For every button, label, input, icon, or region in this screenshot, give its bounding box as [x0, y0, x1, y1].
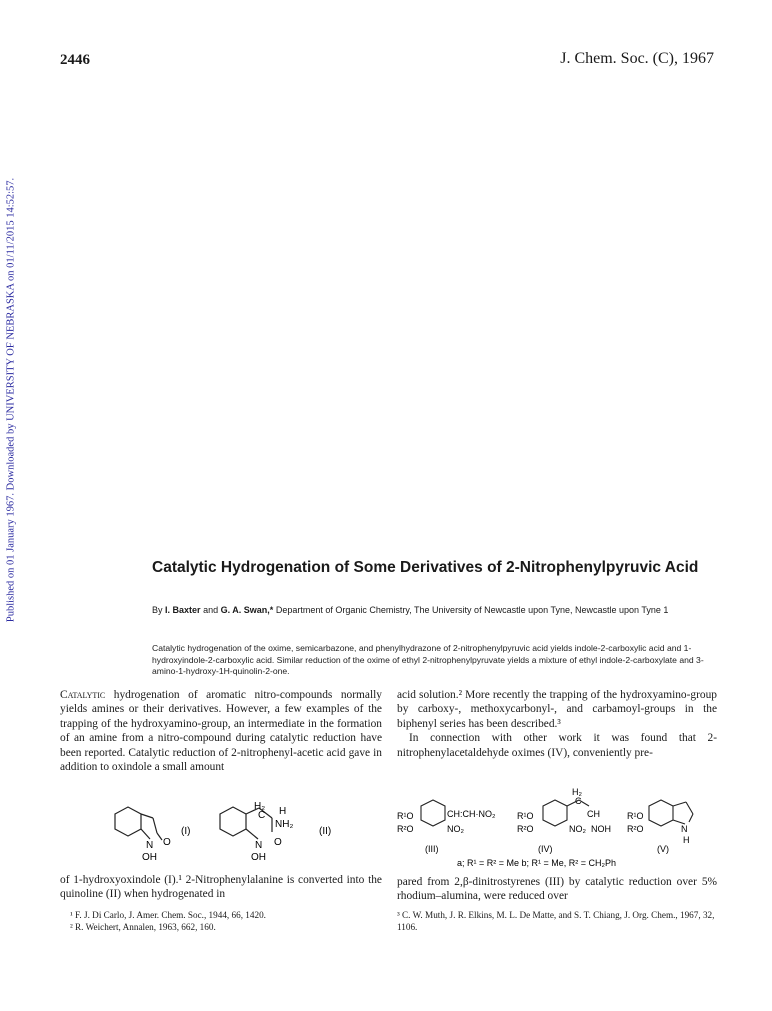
r1o-IV: R¹O [517, 811, 534, 821]
c-IV: C [575, 796, 582, 806]
no2-III: NO₂ [447, 824, 464, 834]
structure-III [421, 800, 445, 826]
structures-iii-v [395, 786, 725, 872]
h2-IV: H₂ [572, 787, 582, 797]
structures-i-ii [95, 800, 395, 866]
and-label: and [203, 605, 219, 615]
r2o-V: R²O [627, 824, 644, 834]
carbonyl-o: O [163, 837, 171, 848]
n-atom: N [146, 840, 154, 851]
footnote-2: ² R. Weichert, Annalen, 1963, 662, 160. [70, 921, 216, 932]
label-III: (III) [425, 844, 439, 854]
chchno2: CH:CH·NO₂ [447, 809, 496, 819]
left-column-top [60, 688, 382, 774]
right-column-top [397, 688, 717, 760]
left-column-bottom [60, 873, 382, 902]
h-V: H [683, 835, 690, 845]
journal-citation: J. Chem. Soc. (C), 1967 [560, 50, 714, 67]
right-paragraph-2: In connection with other work it was found that 2-nitrophenylacetaldehyde oximes (IV), conveniently pre- [397, 732, 717, 759]
author-swan: G. A. Swan,* [220, 605, 274, 615]
r1o-III: R¹O [397, 811, 414, 821]
carbonyl-o-II: O [274, 837, 282, 848]
structure-I [115, 807, 162, 840]
r1o-V: R¹O [627, 811, 644, 821]
label-I: (I) [181, 826, 191, 837]
nh2-group: NH₂ [275, 819, 294, 830]
r2o-IV: R²O [517, 824, 534, 834]
affiliation: Department of Organic Chemistry, The University of Newcastle upon Tyne, Newcastle upon Tyne 1 [275, 605, 669, 615]
right-column-bottom [397, 875, 717, 904]
c-atom: C [258, 810, 266, 821]
footnote-3: ³ C. W. Muth, J. R. Elkins, M. L. De Matte, and S. T. Chiang, J. Org. Chem., 1967, 32, 1106. [397, 910, 715, 932]
n-atom-II: N [255, 840, 263, 851]
r2o-III: R²O [397, 824, 414, 834]
label-II: (II) [319, 826, 332, 837]
footnotes-right [397, 910, 717, 933]
structure-IV [543, 800, 589, 826]
oh-group: OH [142, 852, 157, 863]
download-notice-text[interactable]: Published on 01 January 1967. Downloaded by UNIVERSITY OF NEBRASKA on 01/11/2015 14:52:57. [5, 177, 17, 623]
structure-V [649, 800, 693, 826]
h-label: H [279, 806, 287, 817]
oh-group-II: OH [251, 852, 266, 863]
by-label: By [152, 605, 163, 615]
label-IV: (IV) [538, 844, 553, 854]
download-notice [2, 0, 20, 1011]
right-paragraph-1: acid solution.² More recently the trapping of the hydroxyamino-group by carboxy-, methoxycarbonyl-, and carbamoyl-groups in the biphenyl series has been described.³ [397, 689, 717, 730]
left-paragraph-2: of 1-hydroxyoxindole (I).¹ 2-Nitrophenylalanine is converted into the quinoline (II) when hydrogenated in [60, 874, 382, 901]
substituent-caption: a; R¹ = R² = Me b; R¹ = Me, R² = CH₂Ph [457, 858, 617, 868]
article-title: Catalytic Hydrogenation of Some Derivatives of 2-Nitrophenylpyruvic Acid [152, 559, 699, 576]
h2-label: H₂ [254, 801, 266, 812]
label-V: (V) [657, 844, 669, 854]
right-paragraph-3: pared from 2,β-dinitrostyrenes (III) by catalytic reduction over 5% rhodium–alumina, were reduced over [397, 876, 717, 903]
abstract: Catalytic hydrogenation of the oxime, semicarbazone, and phenylhydrazone of 2-nitrophenylpyruvic acid yields indole-2-carboxylic acid and 1-hydroxyindole-2-carboxylic acid. Similar reduction of the oxime of ethyl 2-nitrophenylpyruvate yields a mixture of ethyl indole-2-carboxylate and 3-amino-1-hydroxy-1H-quinolin-2-one. [152, 643, 704, 676]
n-V: N [681, 824, 688, 834]
noh-IV: NOH [591, 824, 611, 834]
lead-word: Catalytic [60, 689, 106, 701]
footnote-1: ¹ F. J. Di Carlo, J. Amer. Chem. Soc., 1944, 66, 1420. [70, 910, 266, 920]
left-paragraph-1: hydrogenation of aromatic nitro-compounds normally yields amines or their derivatives. However, a few examples of the trapping of the hydroxyamino-group, an intermediate in the formation of an amine from a nitro-compound during catalytic reduction have been reported. Catalytic reduction of 2-nitrophenyl-acetic acid gave in addition to oxindole a small amount [60, 689, 382, 774]
ch-IV: CH [587, 809, 600, 819]
page-number: 2446 [60, 52, 90, 68]
author-line [152, 604, 727, 616]
author-baxter: I. Baxter [165, 605, 201, 615]
footnotes-left [70, 910, 385, 933]
no2-IV: NO₂ [569, 824, 586, 834]
